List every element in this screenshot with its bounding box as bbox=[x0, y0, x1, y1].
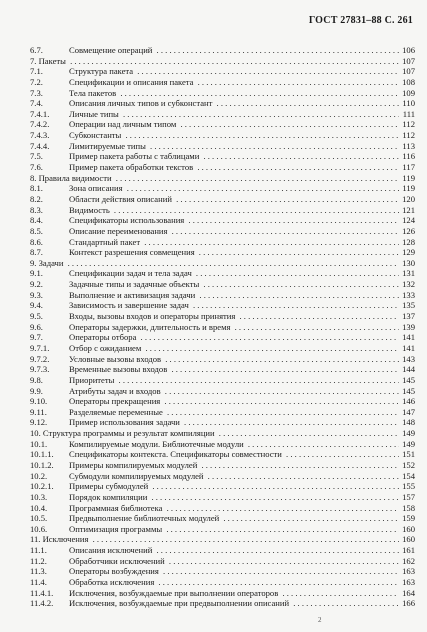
toc-entry-page: 166 bbox=[402, 598, 415, 609]
toc-entry-title bbox=[69, 98, 399, 109]
toc-entry-title bbox=[69, 215, 399, 226]
toc-entry-title bbox=[69, 311, 399, 322]
toc-entry-title bbox=[69, 183, 399, 194]
toc-entry bbox=[30, 566, 415, 577]
toc-entry-number: 9.7.2. bbox=[30, 353, 50, 364]
toc-entry-number: 7.4.3. bbox=[30, 130, 50, 141]
toc-entry bbox=[30, 588, 415, 599]
toc-entry-title bbox=[30, 56, 399, 67]
toc-entry-title-text: Операторы прекращения bbox=[69, 396, 161, 407]
toc-entry bbox=[30, 311, 415, 322]
toc-entry-number: 9.8. bbox=[30, 374, 43, 385]
toc-entry-page: 149 bbox=[402, 428, 415, 439]
toc-entry-title bbox=[69, 279, 399, 290]
toc-entry-page: 113 bbox=[402, 140, 415, 151]
toc-entry-page: 111 bbox=[402, 108, 415, 119]
toc-entry-page: 160 bbox=[402, 534, 415, 545]
toc-entry-page: 147 bbox=[402, 406, 415, 417]
toc-entry-page: 163 bbox=[402, 566, 415, 577]
toc-entry-number: 7.4.1. bbox=[30, 108, 50, 119]
toc-entry-title-text: Пример пакета обработки текстов bbox=[69, 162, 194, 173]
toc-entry-number: 11.1. bbox=[30, 545, 47, 556]
toc-entry-title-text: Контекст разрешения совмещения bbox=[69, 247, 195, 258]
toc-entry-number: 9.11. bbox=[30, 406, 47, 417]
toc-entry-number: 8.2. bbox=[30, 193, 43, 204]
toc-entry-title-text: Оптимизация программы bbox=[69, 523, 163, 534]
toc-entry-title bbox=[69, 322, 399, 333]
toc-entry-title bbox=[69, 513, 399, 524]
toc-entry-number: 11.4. bbox=[30, 577, 47, 588]
toc-entry-page: 160 bbox=[402, 523, 415, 534]
toc-entry-number: 11.4.2. bbox=[30, 598, 54, 609]
toc-entry-title-text: Спецификации и описания пакета bbox=[69, 76, 194, 87]
toc-entry-title bbox=[69, 364, 399, 375]
toc-entry-page: 159 bbox=[402, 513, 415, 524]
toc-entry-title bbox=[69, 194, 399, 205]
toc-entry-title bbox=[69, 577, 399, 588]
toc-entry-title bbox=[69, 141, 399, 152]
toc-entry-page: 143 bbox=[402, 353, 415, 364]
toc-entry-title-text: Обработка исключения bbox=[69, 577, 155, 588]
toc-entry-title bbox=[69, 598, 399, 609]
page-header: ГОСТ 27831–88 С. 261 bbox=[308, 15, 413, 26]
toc-entry-title-text: Описание переименования bbox=[69, 225, 168, 236]
toc-entry bbox=[30, 66, 415, 77]
toc-entry-title bbox=[69, 545, 399, 556]
toc-entry bbox=[30, 88, 415, 99]
toc-entry-title-text: Порядок компиляции bbox=[69, 491, 148, 502]
toc-entry bbox=[30, 268, 415, 279]
toc-entry bbox=[30, 141, 415, 152]
toc-entry-title-text: Исключения, возбуждаемые при выполнении операторов bbox=[69, 587, 279, 598]
toc-entry-number: 10.3. bbox=[30, 491, 48, 502]
toc-entry-page: 124 bbox=[402, 215, 415, 226]
toc-entry-number: 9.7. bbox=[30, 332, 43, 343]
toc-entry-title-text: Личные типы bbox=[69, 108, 119, 119]
toc-entry-number: 7.4. bbox=[30, 98, 43, 109]
toc-entry-page: 141 bbox=[402, 342, 415, 353]
toc-entry-title bbox=[69, 130, 399, 141]
toc-entry-title-text: Задачные типы и задачные объекты bbox=[69, 279, 200, 290]
toc-entry-number: 8.7. bbox=[30, 247, 43, 258]
toc-entry-title bbox=[30, 534, 399, 545]
toc-entry-title-text: Описания личных типов и субконстант bbox=[69, 98, 213, 109]
toc-entry bbox=[30, 428, 415, 439]
toc-entry-title bbox=[69, 386, 399, 397]
toc-entry-number: 7.6. bbox=[30, 162, 43, 173]
toc-entry-page: 146 bbox=[402, 396, 415, 407]
toc-entry-number: 7.4.2. bbox=[30, 119, 50, 130]
toc-entry-title-text: 7. Пакеты bbox=[30, 55, 66, 66]
toc-entry bbox=[30, 98, 415, 109]
toc-entry-title-text: 8. Правила видимости bbox=[30, 172, 112, 183]
toc-entry-title-text: Обработчики исключений bbox=[69, 555, 165, 566]
toc-entry-title bbox=[69, 556, 399, 567]
toc-entry-title bbox=[69, 77, 399, 88]
toc-entry-page: 135 bbox=[402, 300, 415, 311]
toc-entry-title bbox=[69, 205, 399, 216]
toc-entry bbox=[30, 215, 415, 226]
toc-entry-title-text: Операторы отбора bbox=[69, 332, 137, 343]
toc-entry-title bbox=[69, 396, 399, 407]
toc-entry-number: 11.4.1. bbox=[30, 587, 54, 598]
toc-entry-number: 10.1.1. bbox=[30, 449, 54, 460]
toc-entry-title bbox=[69, 471, 399, 482]
toc-entry-number: 9.7.3. bbox=[30, 364, 50, 375]
toc-entry-page: 133 bbox=[402, 289, 415, 300]
toc-entry-title bbox=[69, 407, 399, 418]
toc-entry-page: 164 bbox=[402, 587, 415, 598]
toc-entry-title bbox=[69, 237, 399, 248]
toc-entry bbox=[30, 162, 415, 173]
toc-entry-page: 106 bbox=[402, 45, 415, 55]
toc-entry-title bbox=[30, 428, 399, 439]
toc-entry-number: 9.3. bbox=[30, 289, 43, 300]
toc-entry bbox=[30, 151, 415, 162]
toc-entry-page: 119 bbox=[402, 172, 415, 183]
toc-entry bbox=[30, 439, 415, 450]
toc-entry-title-text: Разделяемые переменные bbox=[69, 406, 163, 417]
toc-entry-number: 7.5. bbox=[30, 151, 43, 162]
toc-entry-page: 107 bbox=[402, 66, 415, 77]
toc-entry-page: 109 bbox=[402, 87, 415, 98]
toc-entry-number: 10.1.2. bbox=[30, 459, 54, 470]
toc-entry bbox=[30, 524, 415, 535]
toc-entry-title bbox=[69, 343, 399, 354]
toc-entry-title-text: Примеры компилируемых модулей bbox=[69, 459, 198, 470]
toc-entry-number: 8.4. bbox=[30, 215, 43, 226]
toc-entry bbox=[30, 322, 415, 333]
toc-entry bbox=[30, 417, 415, 428]
toc-entry bbox=[30, 109, 415, 120]
toc-entry bbox=[30, 577, 415, 588]
toc-entry-number: 11.2. bbox=[30, 555, 47, 566]
toc-entry-page: 121 bbox=[402, 204, 415, 215]
toc-entry-title bbox=[69, 332, 399, 343]
toc-entry-page: 148 bbox=[402, 417, 415, 428]
toc-entry-number: 9.7.1. bbox=[30, 342, 50, 353]
toc-entry-title-text: Лимитируемые типы bbox=[69, 140, 146, 151]
toc-entry-number: 7.3. bbox=[30, 87, 43, 98]
toc-entry-title bbox=[30, 173, 399, 184]
toc-entry-title-text: Пример использования задачи bbox=[69, 417, 180, 428]
toc-entry bbox=[30, 258, 415, 269]
toc-entry-page: 149 bbox=[402, 438, 415, 449]
toc-entry-page: 141 bbox=[402, 332, 415, 343]
toc-entry bbox=[30, 354, 415, 365]
toc-entry bbox=[30, 343, 415, 354]
toc-entry-number: 7.4.4. bbox=[30, 140, 50, 151]
toc-entry-number: 10.4. bbox=[30, 502, 48, 513]
toc-entry-title bbox=[69, 417, 399, 428]
toc-entry-title bbox=[69, 66, 399, 77]
toc-entry-page: 151 bbox=[402, 449, 415, 460]
toc-entry-title bbox=[69, 247, 399, 258]
toc-entry-title bbox=[69, 226, 399, 237]
toc-entry-title-text: Пример пакета работы с таблицами bbox=[69, 151, 200, 162]
toc-entry-title bbox=[69, 566, 399, 577]
toc-entry-page: 131 bbox=[402, 268, 415, 279]
toc-entry-title-text: 10. Структура программы и результат компиляции bbox=[30, 428, 215, 439]
toc-entry-title-text: Предвыполнение библиотечных модулей bbox=[69, 513, 220, 524]
toc-entry-page: 145 bbox=[402, 385, 415, 396]
toc-entry-page: 116 bbox=[402, 151, 415, 162]
toc-entry-title-text: Спецификации задач и тела задач bbox=[69, 268, 192, 279]
toc-entry-page: 162 bbox=[402, 555, 415, 566]
toc-entry bbox=[30, 503, 415, 514]
footer-mark: 2 bbox=[318, 616, 322, 624]
toc-entry bbox=[30, 77, 415, 88]
toc-entry-title-text: Атрибуты задач и входов bbox=[69, 385, 161, 396]
toc-entry bbox=[30, 45, 415, 56]
toc-entry-number: 9.1. bbox=[30, 268, 43, 279]
toc-entry-page: 108 bbox=[402, 76, 415, 87]
toc-entry-page: 126 bbox=[402, 225, 415, 236]
toc-entry-number: 10.5. bbox=[30, 513, 48, 524]
toc-entry bbox=[30, 460, 415, 471]
toc-entry bbox=[30, 56, 415, 67]
toc-entry bbox=[30, 396, 415, 407]
toc-entry-title bbox=[69, 588, 399, 599]
toc-entry-number: 8.1. bbox=[30, 183, 43, 194]
toc-entry-title-text: Зона описания bbox=[69, 183, 123, 194]
toc-entry-number: 9.2. bbox=[30, 279, 43, 290]
toc-entry-title bbox=[69, 375, 399, 386]
toc-entry-number: 9.4. bbox=[30, 300, 43, 311]
toc-entry bbox=[30, 173, 415, 184]
toc-entry-page: 144 bbox=[402, 364, 415, 375]
toc-entry bbox=[30, 237, 415, 248]
toc-entry-title bbox=[69, 449, 399, 460]
toc-entry-page: 152 bbox=[402, 459, 415, 470]
toc-entry-page: 157 bbox=[402, 491, 415, 502]
toc-entry bbox=[30, 545, 415, 556]
toc-entry-title bbox=[69, 524, 399, 535]
toc-entry bbox=[30, 386, 415, 397]
toc-entry bbox=[30, 332, 415, 343]
toc-entry bbox=[30, 407, 415, 418]
toc-entry-title-text: Области действия описаний bbox=[69, 193, 172, 204]
toc-entry-page: 128 bbox=[402, 236, 415, 247]
toc-entry-title bbox=[69, 162, 399, 173]
toc-entry-number: 11.3. bbox=[30, 566, 47, 577]
toc-entry bbox=[30, 194, 415, 205]
toc-entry-title-text: Субконстанты bbox=[69, 130, 122, 141]
toc-entry bbox=[30, 375, 415, 386]
toc-entry-page: 120 bbox=[402, 193, 415, 204]
toc-entry-title bbox=[69, 109, 399, 120]
toc-entry-title-text: Спецификаторы контекста. Спецификаторы совместности bbox=[69, 449, 282, 460]
toc-entry-title-text: Зависимость и завершение задач bbox=[69, 300, 189, 311]
toc-entry-title-text: Исключения, возбуждаемые при предвыполнении описаний bbox=[69, 598, 290, 609]
toc-entry bbox=[30, 183, 415, 194]
toc-entry-title-text: Описания исключений bbox=[69, 545, 153, 556]
toc-entry-title bbox=[30, 258, 399, 269]
toc-entry-title bbox=[69, 151, 399, 162]
toc-entry-title-text: Примеры субмодулей bbox=[69, 481, 149, 492]
toc-entry-title bbox=[69, 354, 399, 365]
toc-entry-title-text: Компилируемые модули. Библиотечные модули bbox=[69, 438, 244, 449]
toc-entry-number: 9.9. bbox=[30, 385, 43, 396]
toc-entry-number: 6.7. bbox=[30, 45, 43, 55]
toc-entry-title-text: Операторы возбуждения bbox=[69, 566, 159, 577]
toc-entry-title-text: Выполнение и активизация задачи bbox=[69, 289, 196, 300]
toc-entry-number: 10.2. bbox=[30, 470, 48, 481]
toc-entry bbox=[30, 119, 415, 130]
toc-entry-title bbox=[69, 290, 399, 301]
toc-entry-title-text: Структура пакета bbox=[69, 66, 134, 77]
toc-entry-title bbox=[69, 481, 399, 492]
toc-entry bbox=[30, 481, 415, 492]
toc-entry-page: 117 bbox=[402, 162, 415, 173]
table-of-contents bbox=[30, 45, 415, 609]
toc-entry-title-text: Операторы задержки, длительность и время bbox=[69, 321, 231, 332]
toc-entry bbox=[30, 226, 415, 237]
toc-entry-page: 129 bbox=[402, 247, 415, 258]
toc-entry-page: 119 bbox=[402, 183, 415, 194]
toc-entry-page: 137 bbox=[402, 311, 415, 322]
toc-entry-title-text: Отбор с ожиданием bbox=[69, 342, 142, 353]
toc-entry-title bbox=[69, 439, 399, 450]
toc-entry-page: 112 bbox=[402, 119, 415, 130]
toc-entry bbox=[30, 364, 415, 375]
toc-entry-title-text: 9. Задачи bbox=[30, 257, 64, 268]
toc-entry-title-text: 11. Исключения bbox=[30, 534, 89, 545]
toc-entry-title bbox=[69, 45, 399, 56]
toc-entry-title bbox=[69, 492, 399, 503]
toc-entry-number: 9.10. bbox=[30, 396, 48, 407]
toc-entry-page: 154 bbox=[402, 470, 415, 481]
toc-entry-title-text: Приоритеты bbox=[69, 374, 115, 385]
toc-entry-title-text: Спецификаторы использования bbox=[69, 215, 185, 226]
toc-entry-title bbox=[69, 119, 399, 130]
toc-entry-number: 10.2.1. bbox=[30, 481, 54, 492]
toc-entry-title bbox=[69, 88, 399, 99]
toc-entry-number: 8.6. bbox=[30, 236, 43, 247]
toc-entry-number: 7.2. bbox=[30, 76, 43, 87]
toc-entry-page: 132 bbox=[402, 279, 415, 290]
toc-entry-page: 158 bbox=[402, 502, 415, 513]
toc-entry-number: 9.6. bbox=[30, 321, 43, 332]
toc-entry-title bbox=[69, 300, 399, 311]
toc-entry-number: 10.1. bbox=[30, 438, 48, 449]
toc-entry bbox=[30, 598, 415, 609]
toc-entry bbox=[30, 205, 415, 216]
toc-entry bbox=[30, 290, 415, 301]
toc-entry-title-text: Программная библиотека bbox=[69, 502, 163, 513]
toc-entry-title bbox=[69, 268, 399, 279]
toc-entry-page: 110 bbox=[402, 98, 415, 109]
toc-entry-number: 8.5. bbox=[30, 225, 43, 236]
toc-entry-title-text: Субмодули компилируемых модулей bbox=[69, 470, 204, 481]
toc-entry bbox=[30, 513, 415, 524]
toc-entry-page: 107 bbox=[402, 55, 415, 66]
toc-entry-title bbox=[69, 460, 399, 471]
toc-entry bbox=[30, 534, 415, 545]
toc-entry-title-text: Условные вызовы входов bbox=[69, 353, 162, 364]
toc-entry-page: 155 bbox=[402, 481, 415, 492]
toc-entry-title-text: Видимость bbox=[69, 204, 110, 215]
toc-entry-title-text: Стандартный пакет bbox=[69, 236, 141, 247]
toc-entry-number: 8.3. bbox=[30, 204, 43, 215]
toc-entry-page: 163 bbox=[402, 577, 415, 588]
toc-entry-page: 161 bbox=[402, 545, 415, 556]
toc-entry bbox=[30, 279, 415, 290]
toc-entry-page: 139 bbox=[402, 321, 415, 332]
toc-entry bbox=[30, 492, 415, 503]
toc-entry-number: 10.6. bbox=[30, 523, 48, 534]
toc-entry-page: 112 bbox=[402, 130, 415, 141]
toc-entry-title-text: Операции над личным типом bbox=[69, 119, 177, 130]
toc-entry bbox=[30, 300, 415, 311]
toc-entry-title-text: Временные вызовы входов bbox=[69, 364, 168, 375]
toc-entry bbox=[30, 471, 415, 482]
toc-entry bbox=[30, 449, 415, 460]
toc-entry-title bbox=[69, 503, 399, 514]
toc-entry-number: 7.1. bbox=[30, 66, 43, 77]
toc-entry-number: 9.5. bbox=[30, 311, 43, 322]
toc-entry-page: 145 bbox=[402, 374, 415, 385]
toc-entry bbox=[30, 130, 415, 141]
toc-entry-title-text: Тела пакетов bbox=[69, 87, 117, 98]
toc-entry bbox=[30, 247, 415, 258]
toc-entry-title-text: Входы, вызовы входов и операторы принятия bbox=[69, 311, 236, 322]
toc-entry bbox=[30, 556, 415, 567]
toc-entry-page: 130 bbox=[402, 257, 415, 268]
toc-entry-title-text: Совмещение операций bbox=[69, 45, 153, 55]
toc-entry-number: 9.12. bbox=[30, 417, 48, 428]
